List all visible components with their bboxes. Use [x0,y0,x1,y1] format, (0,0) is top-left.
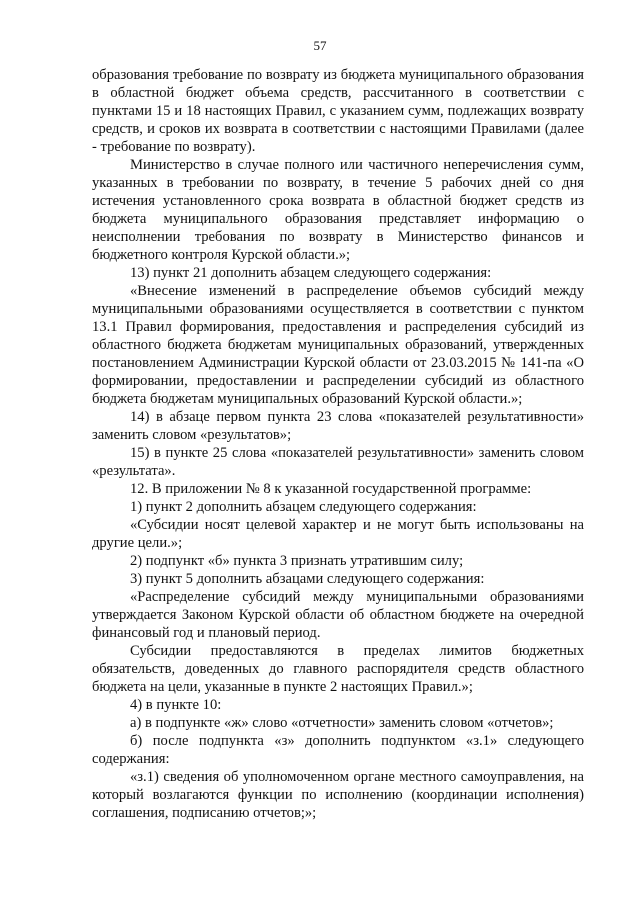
paragraph: а) в подпункте «ж» слово «отчетности» заменить словом «отчетов»; [130,715,554,731]
page-number: 57 [313,38,327,53]
paragraph: 4) в пункте 10: [130,697,222,713]
paragraph: 13) пункт 21 дополнить абзацем следующего содержания: [130,265,492,281]
paragraph: «Внесение изменений в распределение объемов субсидий между муниципальными образованиями осуществляется в соответствии с пунктом 13.1 Правил формирования, предоставления и распределения субсидий из областного бюджета бюджетам муниципальных образований, утвержденных постановлением Администрации Курской области от 23.03.2015 № 141-па «О формировании, предоставлении и распределении субсидий из областного бюджета бюджетам муниципальных образований Курской области.»; [92,283,584,407]
paragraph: 2) подпункт «б» пункта 3 признать утратившим силу; [130,553,464,569]
paragraph: б) после подпункта «з» дополнить подпунктом «з.1» следующего содержания: [92,733,584,767]
paragraph: «з.1) сведения об уполномоченном органе местного самоуправления, на который возлагаются функции по исполнению (координации исполнения) соглашения, подписанию отчетов;»; [92,769,584,821]
paragraph: 15) в пункте 25 слова «показателей результативности» заменить словом «результата». [92,445,584,479]
paragraph: 1) пункт 2 дополнить абзацем следующего содержания: [130,499,477,515]
paragraph: «Распределение субсидий между муниципальными образованиями утверждается Законом Курской области об областном бюджете на очередной финансовый год и плановый период. [92,589,584,641]
paragraph: 14) в абзаце первом пункта 23 слова «показателей результативности» заменить словом «результатов»; [92,409,584,443]
paragraph: образования требование по возврату из бюджета муниципального образования в областной бюджет объема средств, рассчитанного в соответствии с пунктами 15 и 18 настоящих Правил, с указанием сумм, подлежащих возврату средств, и сроков их возврата в соответствии с настоящими Правилами (далее - требование по возврату). [92,67,584,155]
paragraph: Министерство в случае полного или частичного неперечисления сумм, указанных в требовании по возврату, в течение 5 рабочих дней со дня истечения установленного срока возврата в областной бюджет средств из бюджета муниципального образования представляет информацию о неисполнении требования по возврату в Министерство финансов и бюджетного контроля Курской области.»; [92,157,584,263]
paragraph: 3) пункт 5 дополнить абзацами следующего содержания: [130,571,485,587]
document-body [92,66,584,822]
paragraph: «Субсидии носят целевой характер и не могут быть использованы на другие цели.»; [92,517,584,551]
paragraph: Субсидии предоставляются в пределах лимитов бюджетных обязательств, доведенных до главного распорядителя средств областного бюджета на цели, указанные в пункте 2 настоящих Правил.»; [92,643,584,695]
paragraph: 12. В приложении № 8 к указанной государственной программе: [130,481,532,497]
